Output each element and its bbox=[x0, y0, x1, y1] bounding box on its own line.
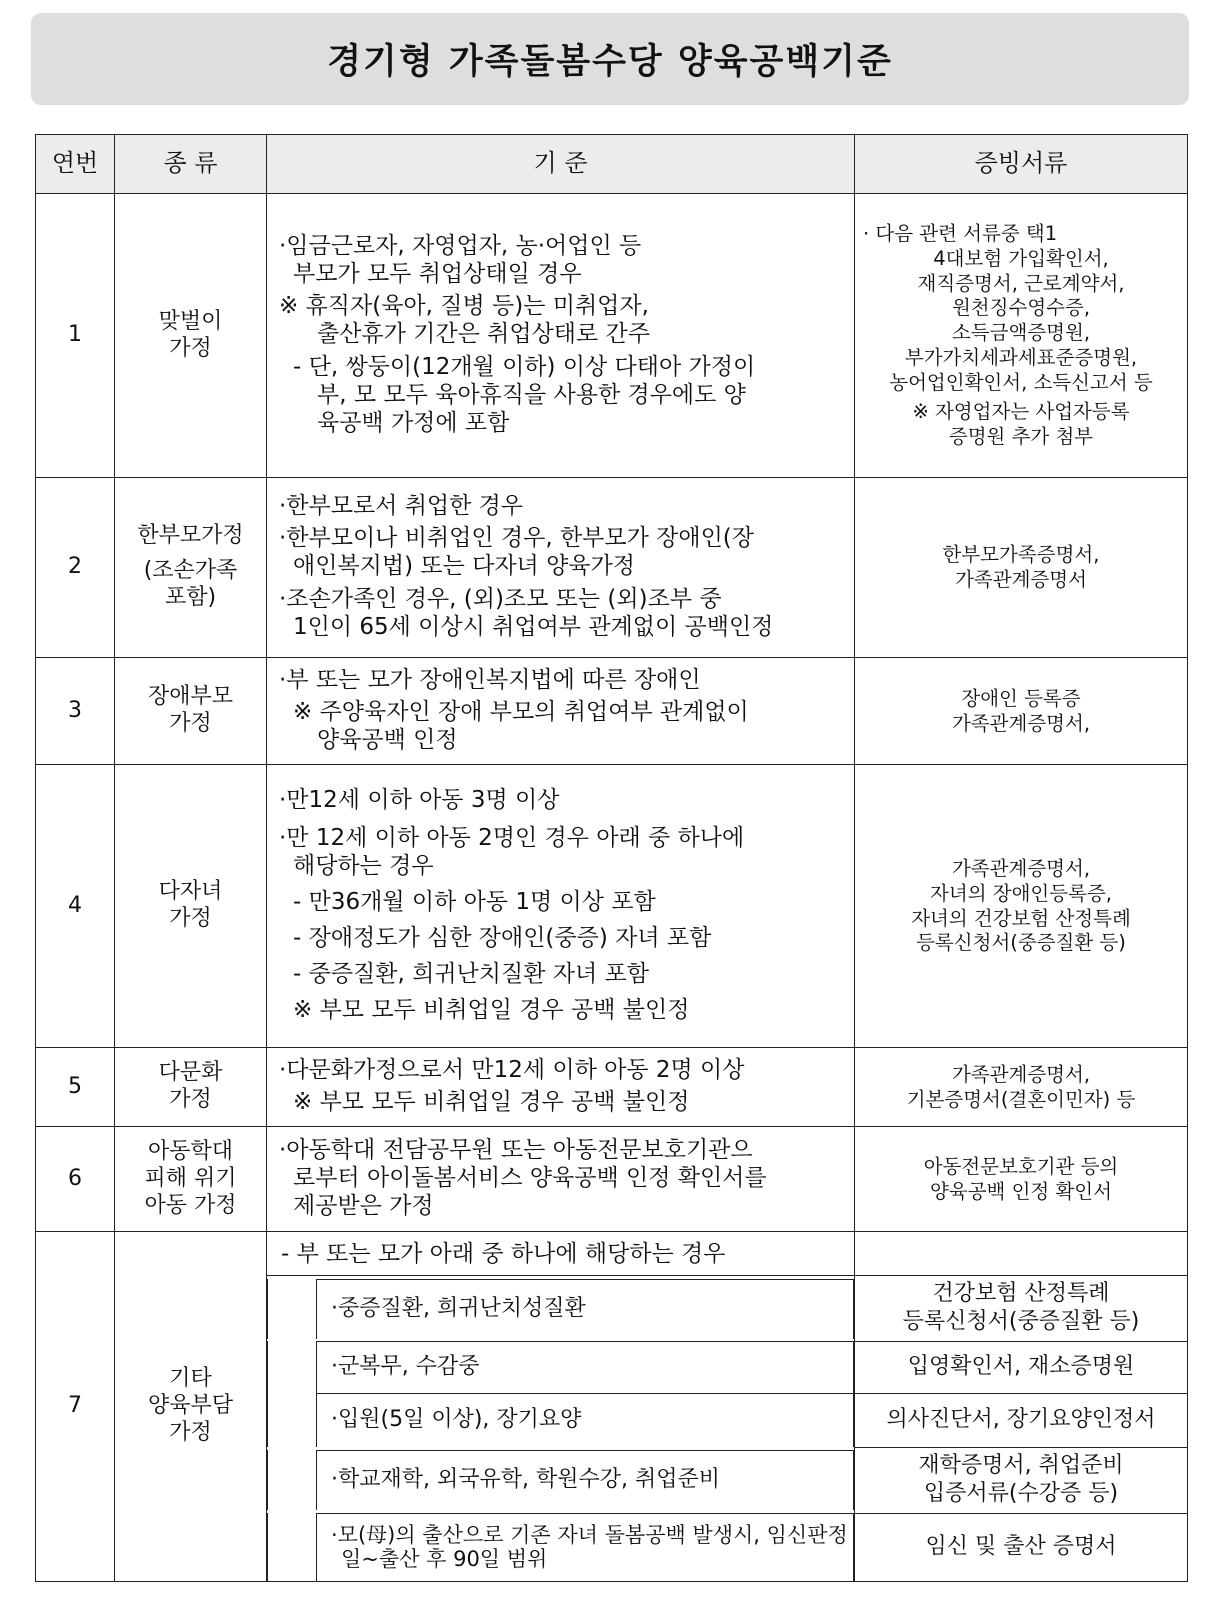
criteria-line: - 만36개월 이하 아동 1명 이상 포함 bbox=[293, 889, 656, 916]
criteria-line: - 단, 쌍둥이(12개월 이하) 이상 다태아 가정이 bbox=[293, 353, 756, 380]
docs-line: 입증서류(수강증 등) bbox=[923, 1480, 1119, 1506]
docs-line: 원천징수영수증, bbox=[951, 296, 1091, 320]
docs-line: 등록신청서(중증질환 등) bbox=[902, 1309, 1140, 1335]
row-criteria bbox=[267, 194, 855, 478]
page-title: 경기형 가족돌봄수당 양육공백기준 bbox=[327, 42, 893, 82]
docs-line: 양육공백 인정 확인서 bbox=[930, 1179, 1112, 1203]
criteria-line: ·한부모이나 비취업인 경우, 한부모가 장애인(장 bbox=[279, 525, 754, 552]
row-type bbox=[115, 765, 267, 1048]
header-docs: 증빙서류 bbox=[855, 135, 1188, 194]
criteria-line: - 중증질환, 희귀난치질환 자녀 포함 bbox=[293, 961, 649, 988]
row-docs bbox=[855, 1048, 1188, 1127]
row-docs bbox=[855, 1341, 1188, 1393]
table-row bbox=[36, 1127, 1188, 1232]
row-number: 2 bbox=[36, 478, 115, 658]
criteria-line: 양육공백 인정 bbox=[317, 727, 458, 754]
row-docs bbox=[855, 658, 1188, 765]
row-number: 3 bbox=[36, 658, 115, 765]
row-criteria bbox=[267, 478, 855, 658]
header-criteria: 기 준 bbox=[267, 135, 855, 194]
criteria-line: 1인이 65세 이상시 취업여부 관계없이 공백인정 bbox=[293, 613, 774, 640]
sub-indent bbox=[268, 1279, 317, 1339]
docs-line: 건강보험 산정특례 bbox=[932, 1281, 1110, 1307]
docs-line: 입영확인서, 재소증명원 bbox=[907, 1353, 1135, 1379]
criteria-line: 부, 모 모두 육아휴직을 사용한 경우에도 양 bbox=[317, 381, 746, 408]
table-row bbox=[36, 1232, 1188, 1276]
criteria-line: 육공백 가정에 포함 bbox=[317, 409, 510, 436]
header-no: 연번 bbox=[36, 135, 115, 194]
criteria-line: ·아동학대 전담공무원 또는 아동전문보호기관으 bbox=[279, 1137, 753, 1164]
type-line: 포함) bbox=[164, 584, 217, 610]
row-type bbox=[115, 1048, 267, 1127]
sub-criteria-wrap bbox=[267, 1341, 854, 1393]
criteria-line: ※ 휴직자(육아, 질병 등)는 미취업자, bbox=[279, 293, 649, 320]
row-docs bbox=[855, 194, 1188, 478]
criteria-line: 애인복지법) 또는 다자녀 양육가정 bbox=[293, 553, 635, 580]
type-line: 기타 bbox=[169, 1366, 212, 1392]
header-type: 종 류 bbox=[115, 135, 267, 194]
sub-indent bbox=[268, 1341, 317, 1393]
criteria-line: 부모가 모두 취업상태일 경우 bbox=[293, 261, 582, 288]
criteria-line: ·부 또는 모가 장애인복지법에 따른 장애인 bbox=[279, 667, 701, 693]
type-line: 아동 가정 bbox=[144, 1192, 237, 1218]
criteria-line: ※ 부모 모두 비취업일 경우 공백 불인정 bbox=[293, 1089, 690, 1116]
criteria-line: ·모(母)의 출산으로 기존 자녀 돌봄공백 발생시, 임신판정 bbox=[331, 1523, 848, 1548]
criteria-line: ·조손가족인 경우, (외)조모 또는 (외)조부 중 bbox=[279, 585, 722, 612]
sub-criteria-cell bbox=[267, 1341, 855, 1393]
criteria-line: ※ 주양육자인 장애 부모의 취업여부 관계없이 bbox=[293, 699, 749, 726]
type-line: 가정 bbox=[169, 711, 212, 737]
row-docs bbox=[855, 478, 1188, 658]
sub-criteria-cell bbox=[267, 1276, 855, 1342]
criteria-line: - 장애정도가 심한 장애인(중증) 자녀 포함 bbox=[293, 925, 712, 952]
table-row bbox=[36, 478, 1188, 658]
type-line: 다문화 bbox=[158, 1060, 223, 1086]
docs-line: 증명원 추가 첨부 bbox=[948, 425, 1094, 449]
row-type bbox=[115, 194, 267, 478]
criteria-line: ·다문화가정으로서 만12세 이하 아동 2명 이상 bbox=[279, 1057, 745, 1084]
sub-criteria-cell bbox=[267, 1393, 855, 1447]
docs-line: 재학증명서, 취업준비 bbox=[918, 1452, 1124, 1478]
row-docs bbox=[855, 1127, 1188, 1232]
docs-line: 부가가치세과세표준증명원, bbox=[904, 345, 1138, 369]
criteria-line: ·임금근로자, 자영업자, 농·어업인 등 bbox=[279, 233, 642, 260]
row-type bbox=[115, 1127, 267, 1232]
criteria-line: 출산휴가 기간은 취업상태로 간주 bbox=[317, 321, 650, 348]
criteria-line: 로부터 아이돌봄서비스 양육공백 인정 확인서를 bbox=[293, 1165, 767, 1192]
sub-criteria-cell bbox=[267, 1447, 855, 1513]
docs-line: 자녀의 장애인등록증, bbox=[930, 881, 1112, 905]
docs-line: 가족관계증명서, bbox=[951, 857, 1091, 881]
criteria-table bbox=[35, 134, 1188, 1582]
sub-criteria-wrap bbox=[267, 1513, 854, 1581]
criteria-line: 해당하는 경우 bbox=[293, 853, 434, 880]
docs-line: 재직증명서, 근로계약서, bbox=[917, 271, 1125, 295]
sub-criteria: ·입원(5일 이상), 장기요양 bbox=[317, 1393, 853, 1447]
docs-line: 아동전문보호기관 등의 bbox=[923, 1154, 1119, 1178]
docs-line: 소득금액증명원, bbox=[951, 321, 1091, 345]
title-banner bbox=[31, 13, 1189, 105]
docs-line: 가족관계증명서 bbox=[955, 568, 1087, 591]
criteria-line: ※ 부모 모두 비취업일 경우 공백 불인정 bbox=[293, 997, 690, 1024]
row-criteria-intro: - 부 또는 모가 아래 중 하나에 해당하는 경우 bbox=[267, 1232, 855, 1276]
docs-line: 등록신청서(중증질환 등) bbox=[916, 931, 1126, 955]
row-number: 4 bbox=[36, 765, 115, 1048]
sub-criteria bbox=[317, 1513, 853, 1581]
row-criteria bbox=[267, 765, 855, 1048]
table-row bbox=[36, 765, 1188, 1048]
row-docs bbox=[855, 1447, 1188, 1513]
type-line: 맞벌이 bbox=[158, 308, 223, 334]
table-body bbox=[36, 194, 1188, 1582]
criteria-line: ·만12세 이하 아동 3명 이상 bbox=[279, 786, 560, 813]
sub-criteria-wrap bbox=[267, 1450, 854, 1510]
docs-line: 자녀의 건강보험 산정특례 bbox=[911, 906, 1131, 930]
row-docs bbox=[855, 1393, 1188, 1447]
sub-indent bbox=[268, 1393, 317, 1447]
sub-criteria: ·중증질환, 희귀난치성질환 bbox=[317, 1279, 853, 1339]
table-row bbox=[36, 194, 1188, 478]
sub-criteria-cell bbox=[267, 1513, 855, 1582]
row-docs bbox=[855, 765, 1188, 1048]
docs-line: 기본증명서(결혼이민자) 등 bbox=[906, 1087, 1136, 1111]
docs-line: 가족관계증명서, bbox=[951, 711, 1091, 735]
docs-line: 한부모가족증명서, bbox=[942, 543, 1100, 567]
sub-criteria: ·학교재학, 외국유학, 학원수강, 취업준비 bbox=[317, 1450, 853, 1510]
type-line: 다자녀 bbox=[158, 879, 223, 905]
type-line: 가정 bbox=[169, 1420, 212, 1446]
criteria-line: 일~출산 후 90일 범위 bbox=[341, 1546, 548, 1571]
row-docs bbox=[855, 1513, 1188, 1582]
row-type bbox=[115, 1232, 267, 1582]
criteria-line: ·만 12세 이하 아동 2명인 경우 아래 중 하나에 bbox=[279, 825, 745, 852]
docs-line: 임신 및 출산 증명서 bbox=[925, 1533, 1117, 1559]
sub-indent bbox=[268, 1450, 317, 1510]
row-type bbox=[115, 658, 267, 765]
docs-line: 장애인 등록증 bbox=[961, 686, 1081, 710]
docs-line: 농어업인확인서, 소득신고서 등 bbox=[889, 370, 1153, 394]
type-line: 가정 bbox=[169, 906, 212, 932]
row-number: 6 bbox=[36, 1127, 115, 1232]
sub-indent bbox=[268, 1513, 317, 1581]
row-number: 7 bbox=[36, 1232, 115, 1582]
type-line: 양육부담 bbox=[147, 1393, 233, 1419]
row-type bbox=[115, 478, 267, 658]
table-header-row bbox=[36, 135, 1188, 194]
type-line: 가정 bbox=[169, 1087, 212, 1113]
row-criteria bbox=[267, 1048, 855, 1127]
row-docs-empty bbox=[855, 1232, 1188, 1276]
criteria-line: 제공받은 가정 bbox=[293, 1193, 434, 1220]
sub-criteria-wrap bbox=[267, 1393, 854, 1447]
row-criteria bbox=[267, 1127, 855, 1232]
type-line: 아동학대 bbox=[147, 1138, 233, 1164]
docs-line: · 다음 관련 서류중 택1 bbox=[863, 221, 1058, 245]
table-row bbox=[36, 1048, 1188, 1127]
type-line: 가정 bbox=[169, 335, 212, 361]
docs-line: 4대보험 가입확인서, bbox=[933, 246, 1109, 270]
row-criteria bbox=[267, 658, 855, 765]
criteria-line: ·한부모로서 취업한 경우 bbox=[279, 493, 524, 520]
docs-line: ※ 자영업자는 사업자등록 bbox=[912, 400, 1130, 424]
docs-line: 의사진단서, 장기요양인정서 bbox=[886, 1406, 1156, 1432]
type-line: 한부모가정 bbox=[137, 523, 244, 549]
sub-criteria: ·군복무, 수감중 bbox=[317, 1341, 853, 1393]
row-number: 1 bbox=[36, 194, 115, 478]
type-line: 피해 위기 bbox=[144, 1165, 237, 1191]
row-number: 5 bbox=[36, 1048, 115, 1127]
sub-criteria-wrap bbox=[267, 1279, 854, 1339]
type-line: 장애부모 bbox=[147, 684, 233, 710]
table-row bbox=[36, 658, 1188, 765]
docs-line: 가족관계증명서, bbox=[951, 1062, 1091, 1086]
row-docs bbox=[855, 1276, 1188, 1342]
type-line: (조손가족 bbox=[143, 558, 238, 584]
